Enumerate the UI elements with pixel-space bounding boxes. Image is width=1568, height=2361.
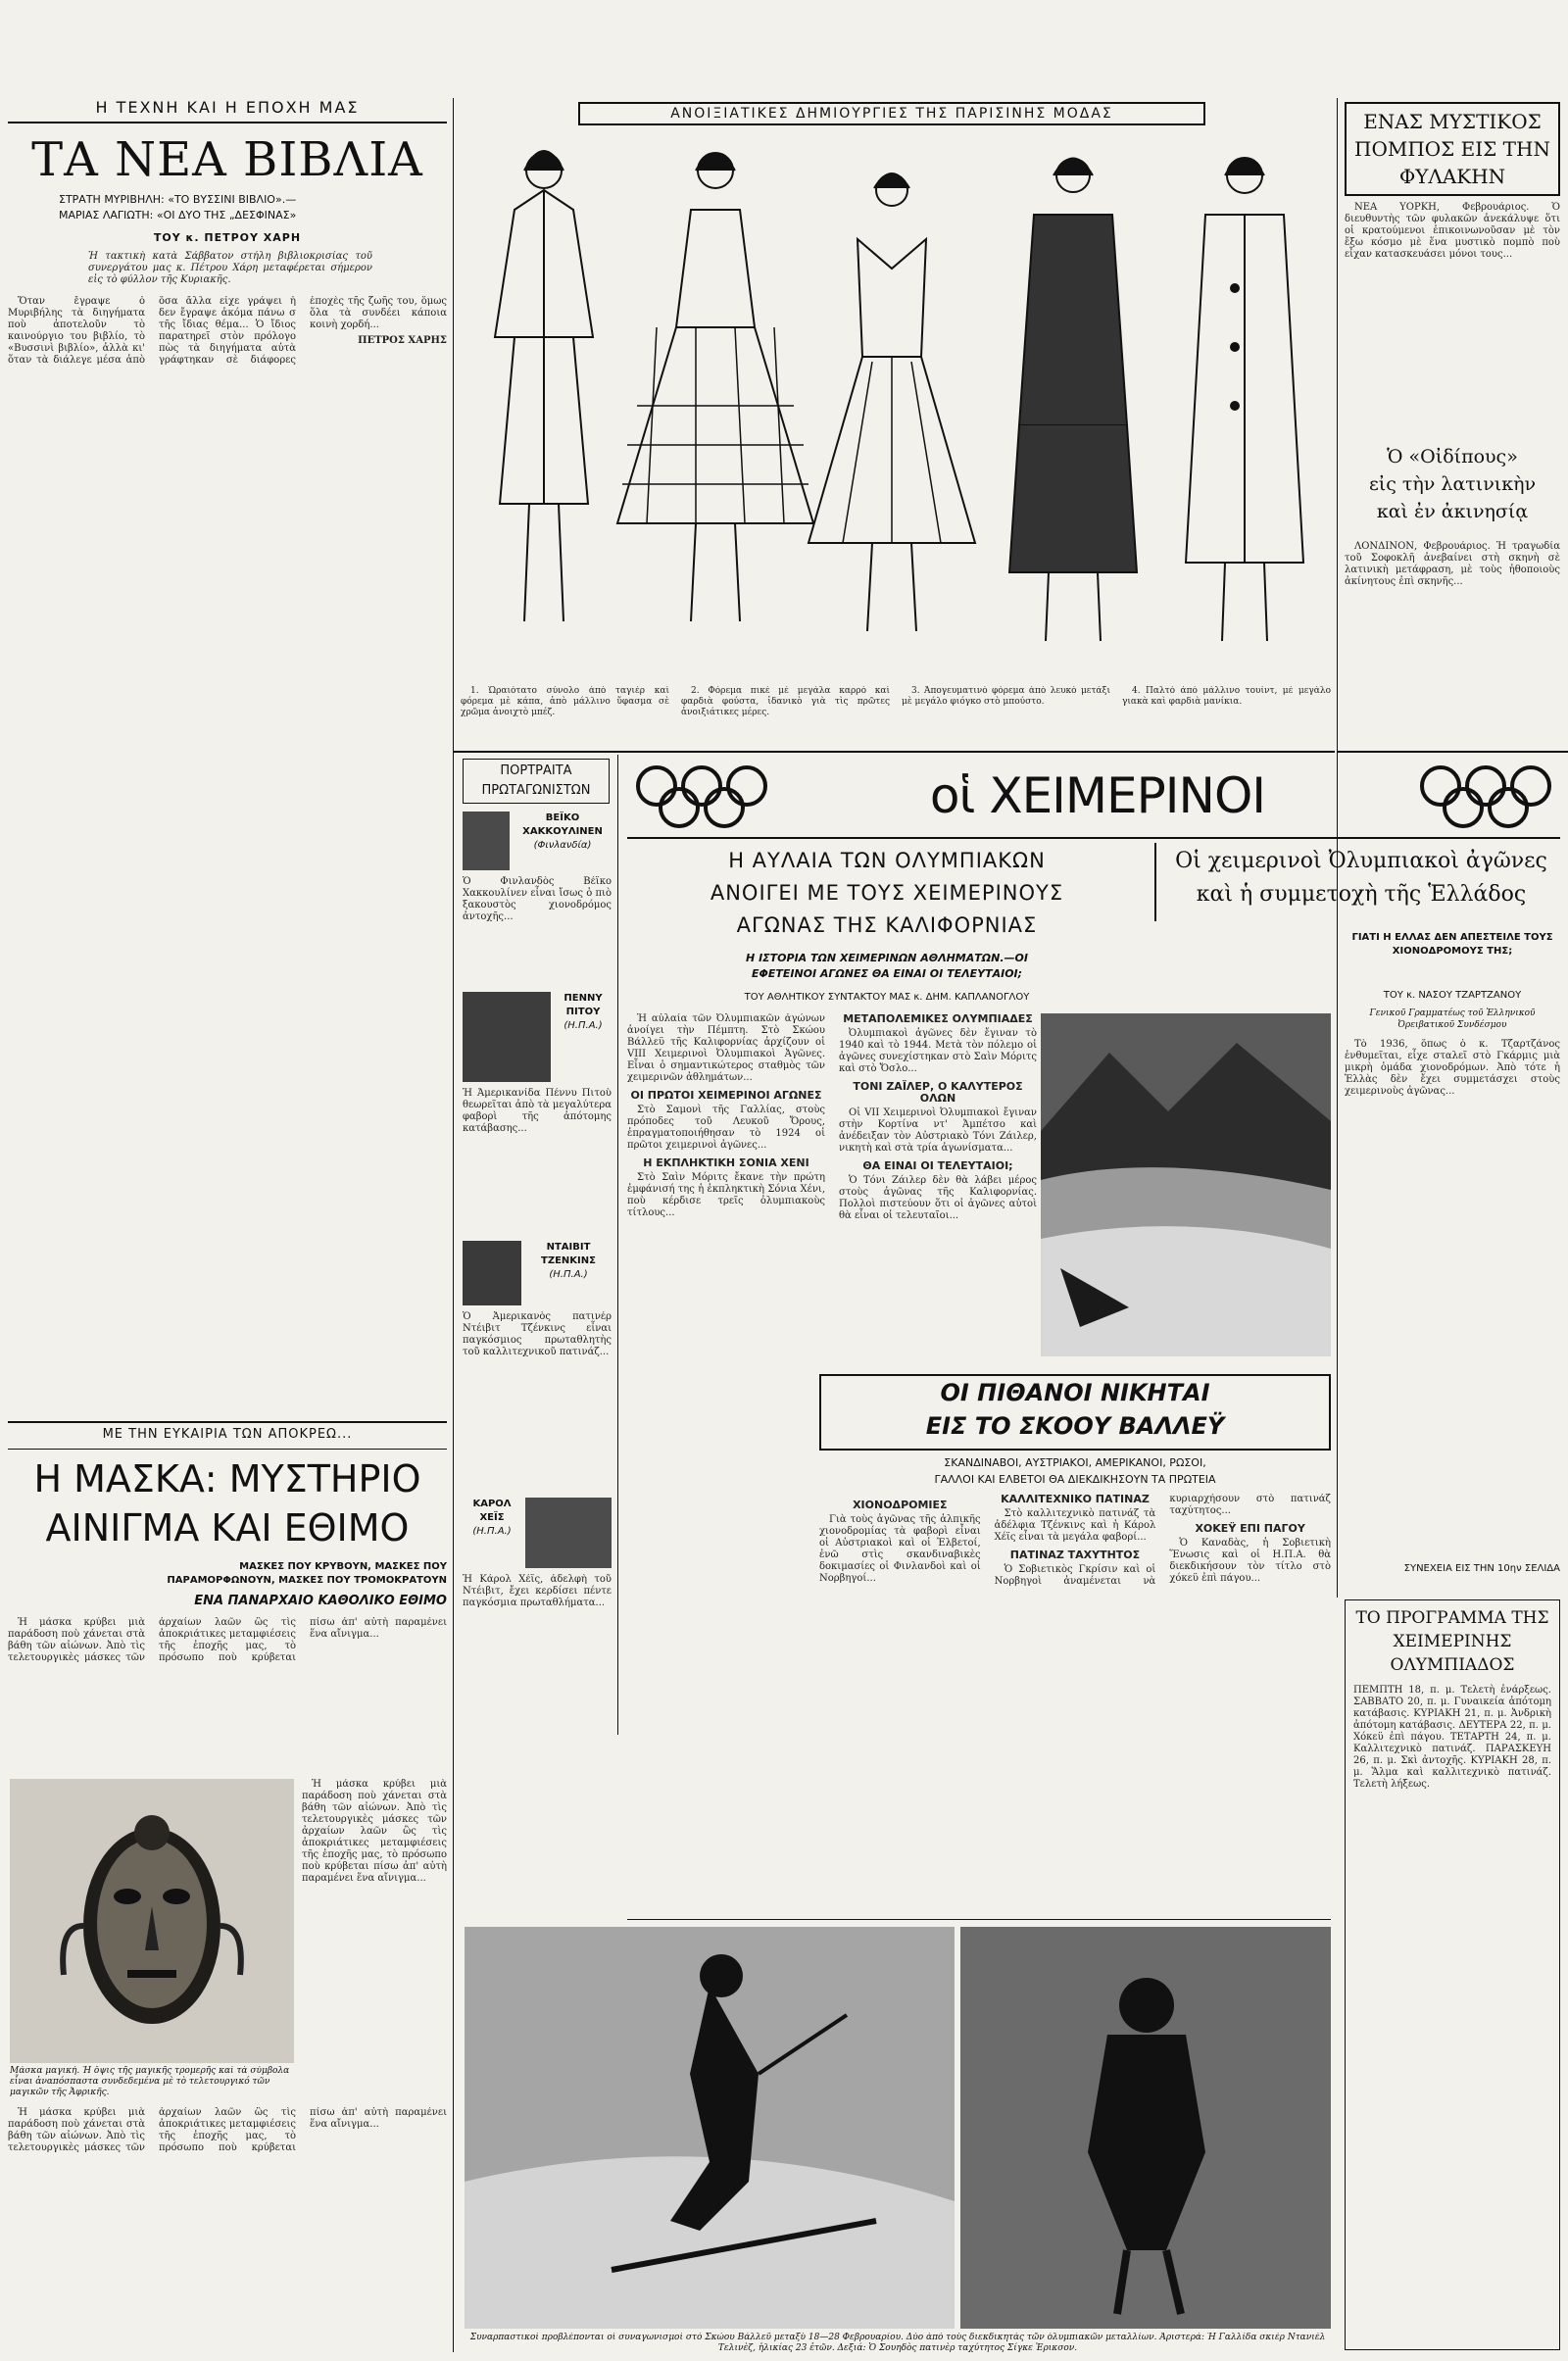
olympics-banner	[627, 757, 1560, 835]
mask-body-side: Ἡ μάσκα κρύβει μιὰ παράδοση ποὺ χάνεται στὰ βάθη τῶν αἰώνων. Ἀπὸ τὶς τελετουργικὲς μάσκες τῶν ἀρχαίων λαῶν ὣς τὶς ἀποκριάτικες μεταμφιέσεις τῆς ἐποχῆς μας, τὸ πρόσωπο ποὺ κρύβεται πίσω ἀπ' αὐτὴ παραμένει ἕνα αἴνιγμα...	[302, 1779, 447, 1884]
olympics-body-3: Στὸ Σαὶν Μόριτς ἔκανε τὴν πρώτη ἐμφάνισή της ἡ ἐκπληκτικὴ Σόνια Χένι, ποὺ κέρδισε τρεῖς ὀλυμπιακοὺς τίτλους...	[627, 1172, 825, 1218]
greece-title-line-2: καὶ ἡ συμμετοχὴ τῆς Ἑλλάδος	[1196, 882, 1527, 907]
fashion-caption-4: 4. Παλτὸ ἀπὸ μάλλινο τουίντ, μὲ μεγάλο γιακὰ καὶ φαρδιὰ μανίκια.	[1122, 686, 1331, 707]
mask-title	[8, 1454, 447, 1556]
divider	[453, 751, 1335, 753]
divider	[627, 1919, 1331, 1920]
apokries-label-box	[8, 1427, 447, 1447]
fashion-header: ΑΝΟΙΞΙΑΤΙΚΕΣ ΔΗΜΙΟΥΡΓΙΕΣ ΤΗΣ ΠΑΡΙΣΙΝΗΣ ΜΟΔΑΣ	[670, 106, 1113, 122]
portrait-photo-3	[463, 1241, 521, 1305]
books-subtitle-1: ΣΤΡΑΤΗ ΜΥΡΙΒΗΛΗ: «ΤΟ ΒΥΣΣΙΝΙ ΒΙΒΛΙΟ».—	[59, 193, 297, 206]
program-body: ΠΕΜΠΤΗ 18, π. μ. Τελετὴ ἐνάρξεως. ΣΑΒΒΑΤΟ 20, π. μ. Γυναικεία ἀπότομη κατάβασις. ΚΥΡΙΑΚΗ 21, π. μ. Ἀνδρικὴ ἀπότομη κατάβασις. ΔΕΥΤΕΡΑ 22, π. μ. Χόκεϋ ἐπὶ πάγου. ΤΕΤΑΡΤΗ 24, π. μ. Καλλιτεχνικὸ πατινάζ. ΠΑΡΑΣΚΕΥΗ 26, π. μ. Σκὶ ἀντοχῆς. ΚΥΡΙΑΚΗ 28, π. μ. Ἅλμα καὶ καλλιτεχνικὸ πατινάζ. Τελετὴ λήξεως.	[1353, 1685, 1551, 1790]
mask-article-bottom	[8, 2107, 447, 2352]
divider	[8, 1449, 447, 1450]
portrait-name-4: ΚΑΡΟΛ ΧΕΪΣ	[472, 1499, 512, 1523]
winners-sub-4: ΧΟΚΕΫ ΕΠΙ ΠΑΓΟΥ	[1195, 1522, 1305, 1535]
olympic-rings-icon	[633, 764, 770, 829]
portraits-header: ΠΟΡΤΡΑΙΤΑ ΠΡΩΤΑΓΩΝΙΣΤΩΝ	[481, 763, 591, 798]
winners-body	[819, 1494, 1331, 1886]
winners-subtitle-1: ΣΚΑΝΔΙΝΑΒΟΙ, ΑΥΣΤΡΙΑΚΟΙ, ΑΜΕΡΙΚΑΝΟΙ, ΡΩΣΟΙ,	[944, 1456, 1206, 1469]
olympics-banner-title: οἱ ΧΕΙΜΕΡΙΝΟΙ	[929, 767, 1266, 824]
winners-sub-1: ΧΙΟΝΟΔΡΟΜΙΕΣ	[853, 1499, 948, 1511]
mask-illustration	[10, 1779, 294, 2063]
portrait-photo-4	[525, 1498, 612, 1568]
oidipus-title-line-2: εἰς τὴν λατινικὴν	[1368, 473, 1537, 495]
divider	[627, 837, 1560, 839]
mask-body-text: Ἡ μάσκα κρύβει μιὰ παράδοση ποὺ χάνεται στὰ βάθη τῶν αἰώνων. Ἀπὸ τὶς τελετουργικὲς μάσκες τῶν ἀρχαίων λαῶν ὣς τὶς ἀποκριάτικες μεταμφιέσεις τῆς ἐποχῆς μας, τὸ πρόσωπο ποὺ κρύβεται πίσω ἀπ' αὐτὴ παραμένει ἕνα αἴνιγμα...	[8, 1617, 447, 1663]
greece-byline: ΤΟΥ κ. ΝΑΣΟΥ ΤΖΑΡΤΖΑΝΟΥ	[1383, 990, 1522, 1001]
winners-subtitle-2: ΓΑΛΛΟΙ ΚΑΙ ΕΛΒΕΤΟΙ ΘΑ ΔΙΕΚΔΙΚΗΣΟΥΝ ΤΑ ΠΡΩΤΕΙΑ	[934, 1473, 1216, 1486]
column-rule	[1154, 843, 1156, 921]
portrait-text-2: Ἡ Ἀμερικανίδα Πέννυ Πιτοὺ θεωρεῖται ἀπὸ τὰ μεγαλύτερα φαβορὶ τῆς ἀπότομης κατάβασης...	[463, 1088, 612, 1134]
greece-kicker: ΓΙΑΤΙ Η ΕΛΛΑΣ ΔΕΝ ΑΠΕΣΤΕΙΛΕ ΤΟΥΣ ΧΙΟΝΟΔΡΟΜΟΥΣ ΤΗΣ;	[1351, 932, 1553, 957]
skater-photo	[960, 1927, 1331, 2329]
winners-text-2: Στὸ καλλιτεχνικὸ πατινάζ τὰ ἀδέλφια Τζένκινς καὶ ἡ Κάρολ Χέϊς εἶναι τὰ μεγάλα φαβορί...	[994, 1508, 1156, 1543]
books-subtitle-2: ΜΑΡΙΑΣ ΛΑΓΙΩΤΗ: «ΟΙ ΔΥΟ ΤΗΣ „ΔΕΣΦΙΝΑΣ»	[59, 209, 297, 221]
transmitter-title-box	[1345, 102, 1560, 196]
fashion-captions	[461, 686, 1331, 747]
olympics-body-1: Ἡ αὐλαία τῶν Ὀλυμπιακῶν ἀγώνων ἀνοίγει τὴν Πέμπτη. Στὸ Σκώου Βάλλεϋ τῆς Καλιφορνίας ἀρχίζουν οἱ VIII Χειμερινοὶ Ὀλυμπιακοὶ Ἀγῶνες. Εἶναι ὁ σημαντικώτερος σταθμὸς τῶν χειμερινῶν ἀθλημάτων...	[627, 1013, 825, 1083]
greece-title	[1162, 845, 1560, 925]
greece-body	[1345, 1039, 1560, 1558]
greece-title-line-1: Οἱ χειμερινοὶ Ὀλυμπιακοὶ ἀγῶνες	[1175, 849, 1547, 873]
column-rule	[453, 98, 454, 2352]
mountain-photo	[1041, 1013, 1331, 1356]
portrait-text-3: Ὁ Ἀμερικανὸς πατινέρ Ντέιβιτ Τζένκινς εἶναι παγκόσμιος πρωταθλητὴς τοῦ καλλιτεχνικοῦ πατινάζ...	[463, 1311, 612, 1357]
oidipus-title-line-3: καὶ ἐν ἀκινησίᾳ	[1376, 501, 1529, 522]
olympics-body-2: Στὸ Σαμονὶ τῆς Γαλλίας, στοὺς πρόποδες τοῦ Λευκοῦ Ὄρους, ἐπραγματοποιήθησαν τὸ 1924 οἱ πρῶτοι χειμερινοὶ ἀγῶνες...	[627, 1105, 825, 1151]
mask-photo	[10, 1779, 294, 2063]
olympics-body-5: Οἱ VII Χειμερινοὶ Ὀλυμπιακοὶ ἔγιναν στὴν Κορτίνα ντ' Ἀμπέτσο καὶ ἀνέδειξαν τὸν Αὐστριακὸ Τόνι Ζάιλερ, νικητὴ καὶ στὰ τρία ἀγωνίσματα...	[839, 1107, 1037, 1154]
olympics-body-6: Ὁ Τόνι Ζάιλερ δὲν θὰ λάβει μέρος στοὺς ἀγῶνας τῆς Καλιφορνίας. Πολλοὶ πιστεύουν ὅτι οἱ ἀγῶνες αὐτοὶ θὰ εἶναι οἱ τελευταῖοι...	[839, 1175, 1037, 1221]
portrait-text-4: Ἡ Κάρολ Χέϊς, ἀδελφὴ τοῦ Ντέιβιτ, ἔχει κερδίσει πέντε παγκόσμια πρωταθλήματα...	[463, 1574, 612, 1608]
winners-text-1: Γιὰ τοὺς ἀγῶνας τῆς ἀλπικῆς χιονοδρομίας τὰ φαβορὶ εἶναι οἱ Αὐστριακοὶ καὶ οἱ Ἑλβετοί, ἐνῶ στὶς σκανδιναβικὲς δοκιμασίες οἱ Φινλανδοὶ καὶ οἱ Νορβηγοί...	[819, 1514, 981, 1584]
portrait-name-box-2	[555, 992, 612, 1082]
mask-title-line-2: ΑΙΝΙΓΜΑ ΚΑΙ ΕΘΙΜΟ	[45, 1506, 410, 1549]
skier-photo	[465, 1927, 955, 2329]
skater-image	[960, 1927, 1331, 2329]
portrait-country-1: (Φινλανδία)	[533, 840, 592, 851]
transmitter-title: ΕΝΑΣ ΜΥΣΤΙΚΟΣ ΠΟΜΠΟΣ ΕΙΣ ΤΗΝ ΦΥΛΑΚΗΝ	[1354, 110, 1550, 188]
fashion-sketches	[461, 131, 1331, 680]
left-section-label-box	[8, 98, 447, 120]
program-box	[1345, 1599, 1560, 2350]
winners-sub-2: ΚΑΛΛΙΤΕΧΝΙΚΟ ΠΑΤΙΝΑΖ	[1001, 1494, 1150, 1505]
olympics-headline-1: Η ΑΥΛΑΙΑ ΤΩΝ ΟΛΥΜΠΙΑΚΩΝ	[728, 849, 1046, 872]
books-article-body	[8, 296, 447, 1415]
mask-title-line-1: Η ΜΑΣΚΑ: ΜΥΣΤΗΡΙΟ	[33, 1457, 421, 1500]
oidipus-title-line-1: Ὁ «Οἰδίπους»	[1387, 446, 1518, 467]
fashion-illustrations	[461, 131, 1331, 680]
portrait-photo-1	[463, 812, 510, 870]
oidipus-title	[1345, 443, 1560, 537]
olympics-byline: ΤΟΥ ΑΘΛΗΤΙΚΟΥ ΣΥΝΤΑΚΤΟΥ ΜΑΣ κ. ΔΗΜ. ΚΑΠΛΑΝΟΓΛΟΥ	[744, 992, 1030, 1003]
olympics-deck-1: Η ΙΣΤΟΡΙΑ ΤΩΝ ΧΕΙΜΕΡΙΝΩΝ ΑΘΛΗΜΑΤΩΝ.—ΟΙ	[746, 952, 1028, 964]
winners-title-2: ΕΙΣ ΤΟ ΣΚΟΟΥ ΒΑΛΛΕΫ	[925, 1412, 1225, 1440]
skier-image	[465, 1927, 955, 2329]
mask-kicker: ΕΝΑ ΠΑΝΑΡΧΑΙΟ ΚΑΘΟΛΙΚΟ ΕΘΙΜΟ	[194, 1594, 447, 1608]
greece-continued: ΣΥΝΕΧΕΙΑ ΕΙΣ ΤΗΝ 10ην ΣΕΛΙΔΑ	[1403, 1563, 1560, 1574]
mask-photo-caption: Μάσκα μαγική. Ἡ ὄψις τῆς μαγικῆς τρομερῆς καὶ τὰ σύμβολα εἶναι ἀναπόσπαστα συνδεδεμένα μὲ τὸ τελετουργικό τῶν μαγικῶν τῆς Ἀφρικῆς.	[10, 2066, 290, 2097]
portrait-name-2: ΠΕΝΝΥ ΠΙΤΟΥ	[564, 993, 603, 1017]
fashion-header-box	[578, 102, 1205, 125]
portrait-text-1: Ὁ Φινλανδὸς Βέϊκο Χακκουλίνεν εἶναι ἴσως ὁ πιὸ ξακουστὸς χιονοδρόμος ἀντοχῆς...	[463, 876, 612, 922]
greece-text: Τὸ 1936, ὅπως ὁ κ. Τζαρτζάνος ἐνθυμεῖται, εἶχε σταλεῖ στὸ Γκάρμις μιὰ μικρὴ ὁμάδα χιονοδρόμων. Ἀπὸ τότε ἡ Ἑλλὰς δὲν ἔχει συμμετάσχει στοὺς χειμερινοὺς ἀγῶνας...	[1345, 1039, 1560, 1097]
portrait-name-box-3	[525, 1241, 612, 1305]
books-subtitles	[59, 192, 447, 225]
books-body-text: Ὅταν ἔγραψε ὁ Μυριβήλης τὰ διηγήματα ποὺ ἀποτελοῦν τὸ καινούργιο του βιβλίο, τὸ «Βυσσινὶ βιβλίο», ἀλλὰ κι' ὅταν τὰ διάλεγε μέσα ἀπὸ ὅσα ἄλλα εἶχε γράψει ἡ δεν ἔγραψε ἀκόμα πάνω σ τῆς ἴδιας θέμα... Ὁ ἴδιος παρατηρεῖ στὸν πρόλογο πὼς τὰ διηγήματα αὐτὰ γράφτηκαν σὲ διάφορες ἐποχὲς τῆς ζωῆς του, ὅμως ὅλα τὰ συνδέει κάποια κοινὴ χορδή...	[8, 296, 447, 366]
portrait-name-1: ΒΕΪΚΟ ΧΑΚΚΟΥΛΙΝΕΝ	[522, 812, 603, 837]
olympics-headline-2: ΑΝΟΙΓΕΙ ΜΕ ΤΟΥΣ ΧΕΙΜΕΡΙΝΟΥΣ	[710, 881, 1064, 905]
divider	[8, 1421, 447, 1423]
portrait-name-box-4	[463, 1498, 521, 1552]
olympics-landscape-photo	[1041, 1013, 1331, 1356]
winners-text-4: Ὁ Καναδὰς, ἡ Σοβιετικὴ Ἕνωσις καὶ οἱ Η.Π.Α. θὰ διεκδικήσουν τὸν τίτλο στὸ χόκεϋ ἐπὶ πάγου...	[1169, 1538, 1331, 1584]
olympics-sub-5: ΘΑ ΕΙΝΑΙ ΟΙ ΤΕΛΕΥΤΑΙΟΙ;	[862, 1159, 1013, 1172]
divider	[1337, 751, 1568, 753]
portrait-photo-2	[463, 992, 551, 1082]
transmitter-body	[1345, 202, 1560, 437]
olympics-sub-2: Η ΕΚΠΛΗΚΤΙΚΗ ΣΟΝΙΑ ΧΕΝΙ	[643, 1156, 809, 1169]
winners-sub-3: ΠΑΤΙΝΑΖ ΤΑΧΥΤΗΤΟΣ	[1009, 1549, 1141, 1561]
winners-title-1: ΟΙ ΠΙΘΑΝΟΙ ΝΙΚΗΤΑΙ	[940, 1379, 1210, 1406]
portrait-country-4: (Η.Π.Α.)	[472, 1526, 512, 1537]
transmitter-text: ΝΕΑ ΥΟΡΚΗ, Φεβρουάριος. Ὁ διευθυντὴς τῶν φυλακῶν ἀνεκάλυψε ὅτι οἱ κρατούμενοι ἐπικοινωνοῦσαν μὲ τὸν ἔξω κόσμο μὲ ἕνα μυστικὸ πομπὸ ποὺ εἶχαν κατασκευάσει μόνοι τους...	[1345, 202, 1560, 260]
bottom-photo-caption: Συναρπαστικοὶ προβλέπονται οἱ συναγωνισμοὶ στὸ Σκώου Βάλλεϋ μεταξὺ 18—28 Φεβρουαρίου. Δύο ἀπὸ τοὺς διεκδικητὰς τῶν ὀλυμπιακῶν μεταλλίων. Ἀριστερά: Ἡ Γαλλίδα σκιὲρ Ντανιὲλ Τελινὲζ, ἡλικίας 23 ἐτῶν. Δεξιά: Ὁ Σουηδὸς πατινὲρ ταχύτητος Σίγκε Ἐρικσον.	[469, 2333, 1326, 2353]
olympic-rings-icon	[1417, 764, 1554, 829]
oidipus-body	[1345, 541, 1560, 747]
olympics-headline-3: ΑΓΩΝΑΣ ΤΗΣ ΚΑΛΙΦΟΡΝΙΑΣ	[736, 913, 1038, 937]
books-title: ΤΑ ΝΕΑ ΒΙΒΛΙΑ	[31, 132, 423, 187]
greece-role: Γενικοῦ Γραμματέως τοῦ Ἑλληνικοῦ Ὀρειβατικοῦ Συνδέσμου	[1369, 1008, 1536, 1030]
books-signature: ΠΕΤΡΟΣ ΧΑΡΗΣ	[358, 335, 447, 346]
olympics-sub-4: ΤΟΝΙ ΖΑΪΛΕΡ, Ο ΚΑΛΥΤΕΡΟΣ ΟΛΩΝ	[853, 1080, 1023, 1105]
mask-subtitle: ΜΑΣΚΕΣ ΠΟΥ ΚΡΥΒΟΥΝ, ΜΑΣΚΕΣ ΠΟΥ ΠΑΡΑΜΟΡΦΩΝΟΥΝ, ΜΑΣΚΕΣ ΠΟΥ ΤΡΟΜΟΚΡΑΤΟΥΝ	[167, 1561, 447, 1586]
apokries-label: ΜΕ ΤΗΝ ΕΥΚΑΙΡΙΑ ΤΩΝ ΑΠΟΚΡΕΩ...	[102, 1427, 353, 1442]
portrait-name-3: ΝΤΑΙΒΙΤ ΤΖΕΝΚΙΝΣ	[541, 1242, 596, 1266]
portrait-country-3: (Η.Π.Α.)	[549, 1269, 588, 1280]
olympics-sub-3: ΜΕΤΑΠΟΛΕΜΙΚΕΣ ΟΛΥΜΠΙΑΔΕΣ	[843, 1013, 1033, 1025]
fashion-caption-1: 1. Ὡραιότατο σύνολο ἀπὸ ταγιὲρ καὶ φόρεμα μὲ κάπα, ἀπὸ μάλλινο ὕφασμα σὲ χρῶμα ἀνοιχτὸ μπέζ.	[461, 686, 669, 717]
mask-article-side	[302, 1779, 447, 2063]
books-intro: Ἡ τακτικὴ κατὰ Σάββατον στήλη βιβλιοκρισίας τοῦ συνεργάτου μας κ. Πέτρου Χάρη μεταφέρεται σήμερον εἰς τὸ φύλλον τῆς Κυριακῆς.	[88, 251, 372, 285]
column-rule	[617, 755, 618, 1735]
oidipus-text: ΛΟΝΔΙΝΟΝ, Φεβρουάριος. Ἡ τραγωδία τοῦ Σοφοκλῆ ἀνεβαίνει στὴ σκηνὴ σὲ λατινικὴ μετάφραση, μὲ τοὺς ἠθοποιοὺς ἀκίνητους ἐπὶ σκηνῆς...	[1345, 541, 1560, 587]
portraits-header-box	[463, 759, 610, 804]
divider	[8, 122, 447, 123]
olympics-deck-2: ΕΦΕΤΕΙΝΟΙ ΑΓΩΝΕΣ ΘΑ ΕΙΝΑΙ ΟΙ ΤΕΛΕΥΤΑΙΟΙ;	[751, 967, 1023, 980]
program-title: ΤΟ ΠΡΟΓΡΑΜΜΑ ΤΗΣ ΧΕΙΜΕΡΙΝΗΣ ΟΛΥΜΠΙΑΔΟΣ	[1355, 1608, 1549, 1675]
olympics-headline	[627, 845, 1147, 945]
olympics-sub-1: ΟΙ ΠΡΩΤΟΙ ΧΕΙΜΕΡΙΝΟΙ ΑΓΩΝΕΣ	[630, 1089, 822, 1102]
books-title-box	[8, 131, 447, 188]
portrait-name-box-1	[514, 812, 612, 870]
books-byline: ΤΟΥ κ. ΠΕΤΡΟΥ ΧΑΡΗ	[153, 231, 302, 244]
portrait-country-2: (Η.Π.Α.)	[564, 1020, 603, 1031]
mask-article-top	[8, 1617, 447, 1774]
mask-body-bottom: Ἡ μάσκα κρύβει μιὰ παράδοση ποὺ χάνεται στὰ βάθη τῶν αἰώνων. Ἀπὸ τὶς τελετουργικὲς μάσκες τῶν ἀρχαίων λαῶν ὣς τὶς ἀποκριάτικες μεταμφιέσεις τῆς ἐποχῆς μας, τὸ πρόσωπο ποὺ κρύβεται πίσω ἀπ' αὐτὴ παραμένει ἕνα αἴνιγμα...	[8, 2107, 447, 2153]
olympics-body-4: Ὀλυμπιακοὶ ἀγῶνες δὲν ἔγιναν τὸ 1940 καὶ τὸ 1944. Μετὰ τὸν πόλεμο οἱ ἀγῶνες συνεχίστηκαν στὸ Σαὶν Μόριτς καὶ στὸ Ὄσλο...	[839, 1028, 1037, 1074]
fashion-caption-3: 3. Ἀπογευματινὸ φόρεμα ἀπὸ λευκὸ μετάξι μὲ μεγάλο φιόγκο στὸ μπούστο.	[902, 686, 1110, 707]
fashion-caption-2: 2. Φόρεμα πικέ μὲ μεγάλα καρρὸ καὶ φαρδιὰ φούστα, ἰδανικὸ γιὰ τὶς πρῶτες ἀνοιξιάτικες μέρες.	[681, 686, 890, 717]
section-label: Η ΤΕΧΝΗ ΚΑΙ Η ΕΠΟΧΗ ΜΑΣ	[95, 98, 360, 117]
winners-text-3: Ὁ Σοβιετικὸς Γκρίσιν καὶ οἱ Νορβηγοὶ ἀναμένεται νὰ κυριαρχήσουν στὸ πατινάζ ταχύτητος...	[994, 1494, 1331, 1587]
winners-title-box	[819, 1374, 1331, 1451]
olympics-deck	[627, 951, 1147, 986]
winners-subtitle	[819, 1454, 1331, 1490]
